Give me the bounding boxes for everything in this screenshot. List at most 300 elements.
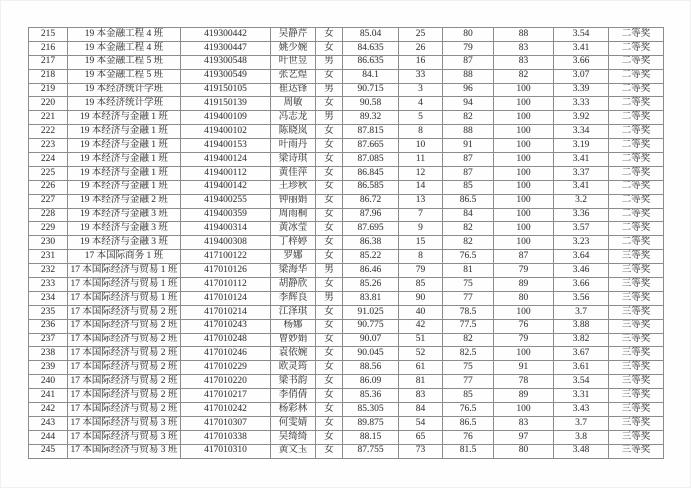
- cell-award: 三等奖: [609, 305, 664, 319]
- cell-name: 梁海华: [271, 264, 316, 278]
- cell-award: 三等奖: [609, 389, 664, 403]
- cell-gender: 女: [316, 278, 343, 292]
- cell-name: 黄冰莹: [271, 222, 316, 236]
- cell-seq: 225: [29, 166, 68, 180]
- cell-gender: 女: [316, 41, 343, 55]
- cell-name: 冯志龙: [271, 111, 316, 125]
- cell-class-name: 17 本国际经济与贸易 1 班: [68, 264, 181, 278]
- cell-student-id: 419400153: [181, 139, 271, 153]
- cell-class-name: 19 本金融工程 4 班: [68, 41, 181, 55]
- cell-gender: 女: [316, 97, 343, 111]
- cell-gender: 女: [316, 180, 343, 194]
- cell-score-a: 77: [443, 291, 494, 305]
- cell-score-a: 76: [443, 430, 494, 444]
- cell-class-name: 19 本经济与金融 1 班: [68, 153, 181, 167]
- cell-rank: 8: [399, 125, 443, 139]
- cell-award: 二等奖: [609, 69, 664, 83]
- cell-award: 二等奖: [609, 55, 664, 69]
- cell-seq: 221: [29, 111, 68, 125]
- cell-student-id: 419150139: [181, 97, 271, 111]
- cell-rank: 33: [399, 69, 443, 83]
- cell-award: 二等奖: [609, 97, 664, 111]
- cell-gender: 女: [316, 305, 343, 319]
- cell-score-a: 80: [443, 28, 494, 42]
- cell-overall-score: 85.26: [343, 278, 399, 292]
- cell-overall-score: 86.585: [343, 180, 399, 194]
- cell-name: 黄佳萍: [271, 166, 316, 180]
- table-row: [29, 236, 664, 250]
- cell-class-name: 17 本国际经济与贸易 2 班: [68, 389, 181, 403]
- cell-award: 三等奖: [609, 375, 664, 389]
- cell-name: 周敏: [271, 97, 316, 111]
- table-row: [29, 291, 664, 305]
- cell-gender: 男: [316, 291, 343, 305]
- cell-gender: 男: [316, 83, 343, 97]
- cell-score-a: 76.5: [443, 250, 494, 264]
- cell-score-b: 100: [494, 305, 554, 319]
- cell-seq: 236: [29, 319, 68, 333]
- cell-score-a: 82: [443, 222, 494, 236]
- cell-class-name: 19 本经济统计学班: [68, 83, 181, 97]
- cell-rank: 40: [399, 305, 443, 319]
- cell-gender: 女: [316, 347, 343, 361]
- cell-seq: 239: [29, 361, 68, 375]
- cell-overall-score: 86.635: [343, 55, 399, 69]
- cell-score-b: 80: [494, 291, 554, 305]
- cell-seq: 235: [29, 305, 68, 319]
- table-row: [29, 250, 664, 264]
- cell-name: 杨娜: [271, 319, 316, 333]
- cell-score-b: 89: [494, 278, 554, 292]
- cell-gpa: 3.41: [554, 41, 609, 55]
- cell-rank: 81: [399, 375, 443, 389]
- table-row: [29, 416, 664, 430]
- cell-score-a: 78.5: [443, 305, 494, 319]
- cell-overall-score: 86.09: [343, 375, 399, 389]
- cell-award: 三等奖: [609, 319, 664, 333]
- cell-score-b: 100: [494, 347, 554, 361]
- cell-rank: 12: [399, 166, 443, 180]
- cell-rank: 4: [399, 97, 443, 111]
- cell-score-a: 88: [443, 69, 494, 83]
- table-row: [29, 278, 664, 292]
- cell-gpa: 3.2: [554, 194, 609, 208]
- cell-gpa: 3.8: [554, 430, 609, 444]
- cell-overall-score: 87.96: [343, 208, 399, 222]
- cell-rank: 15: [399, 236, 443, 250]
- cell-class-name: 17 本国际经济与贸易 2 班: [68, 305, 181, 319]
- cell-score-b: 100: [494, 180, 554, 194]
- table-row: [29, 222, 664, 236]
- table-row: [29, 264, 664, 278]
- cell-class-name: 19 本经济与金融 3 班: [68, 208, 181, 222]
- cell-name: 叶世昱: [271, 55, 316, 69]
- cell-gpa: 3.37: [554, 166, 609, 180]
- cell-award: 二等奖: [609, 153, 664, 167]
- cell-gender: 女: [316, 125, 343, 139]
- cell-student-id: 417010246: [181, 347, 271, 361]
- cell-class-name: 19 本经济统计学班: [68, 97, 181, 111]
- cell-class-name: 17 本国际经济与贸易 2 班: [68, 361, 181, 375]
- cell-student-id: 419400255: [181, 194, 271, 208]
- cell-name: 周雨桐: [271, 208, 316, 222]
- cell-overall-score: 85.305: [343, 403, 399, 417]
- cell-rank: 26: [399, 41, 443, 55]
- cell-award: 二等奖: [609, 83, 664, 97]
- cell-student-id: 419400308: [181, 236, 271, 250]
- cell-gender: 男: [316, 264, 343, 278]
- cell-student-id: 419400112: [181, 166, 271, 180]
- cell-rank: 25: [399, 28, 443, 42]
- table-row: [29, 28, 664, 42]
- table-row: [29, 430, 664, 444]
- cell-award: 三等奖: [609, 416, 664, 430]
- cell-score-b: 100: [494, 236, 554, 250]
- cell-name: 吴绮绮: [271, 430, 316, 444]
- cell-seq: 241: [29, 389, 68, 403]
- cell-seq: 227: [29, 194, 68, 208]
- cell-rank: 11: [399, 153, 443, 167]
- cell-gpa: 3.61: [554, 361, 609, 375]
- cell-score-b: 78: [494, 375, 554, 389]
- cell-seq: 218: [29, 69, 68, 83]
- cell-student-id: 419400142: [181, 180, 271, 194]
- cell-name: 黄文玉: [271, 444, 316, 458]
- cell-student-id: 419300442: [181, 28, 271, 42]
- cell-award: 三等奖: [609, 278, 664, 292]
- cell-score-a: 87: [443, 166, 494, 180]
- cell-score-a: 86.5: [443, 194, 494, 208]
- cell-overall-score: 88.15: [343, 430, 399, 444]
- cell-award: 二等奖: [609, 166, 664, 180]
- cell-award: 三等奖: [609, 291, 664, 305]
- cell-score-b: 100: [494, 125, 554, 139]
- cell-gender: 女: [316, 375, 343, 389]
- table-row: [29, 111, 664, 125]
- cell-student-id: 417010112: [181, 278, 271, 292]
- cell-score-b: 88: [494, 28, 554, 42]
- table-row: [29, 305, 664, 319]
- table-row: [29, 375, 664, 389]
- cell-class-name: 19 本金融工程 5 班: [68, 55, 181, 69]
- cell-award: 三等奖: [609, 430, 664, 444]
- cell-student-id: 417010124: [181, 291, 271, 305]
- cell-gpa: 3.7: [554, 416, 609, 430]
- cell-award: 二等奖: [609, 194, 664, 208]
- cell-class-name: 17 本国际经济与贸易 2 班: [68, 403, 181, 417]
- cell-rank: 14: [399, 180, 443, 194]
- cell-award: 二等奖: [609, 41, 664, 55]
- cell-name: 王珍秋: [271, 180, 316, 194]
- cell-score-a: 87: [443, 55, 494, 69]
- cell-seq: 237: [29, 333, 68, 347]
- cell-gpa: 3.39: [554, 83, 609, 97]
- cell-gender: 女: [316, 250, 343, 264]
- cell-student-id: 417010307: [181, 416, 271, 430]
- cell-score-b: 79: [494, 264, 554, 278]
- cell-score-b: 83: [494, 41, 554, 55]
- cell-gpa: 3.46: [554, 264, 609, 278]
- cell-award: 三等奖: [609, 361, 664, 375]
- cell-class-name: 19 本经济与金融 1 班: [68, 166, 181, 180]
- cell-gpa: 3.88: [554, 319, 609, 333]
- table-row: [29, 41, 664, 55]
- cell-score-b: 83: [494, 416, 554, 430]
- scholarship-table: [28, 27, 664, 459]
- cell-gpa: 3.7: [554, 305, 609, 319]
- cell-rank: 73: [399, 444, 443, 458]
- cell-award: 三等奖: [609, 444, 664, 458]
- cell-gpa: 3.43: [554, 403, 609, 417]
- cell-name: 梁书韵: [271, 375, 316, 389]
- cell-gender: 女: [316, 236, 343, 250]
- cell-name: 罗娜: [271, 250, 316, 264]
- cell-student-id: 419400314: [181, 222, 271, 236]
- cell-award: 二等奖: [609, 180, 664, 194]
- cell-seq: 215: [29, 28, 68, 42]
- cell-class-name: 19 本金融工程 5 班: [68, 69, 181, 83]
- cell-gpa: 3.54: [554, 28, 609, 42]
- cell-seq: 240: [29, 375, 68, 389]
- cell-award: 二等奖: [609, 28, 664, 42]
- cell-name: 张艺煌: [271, 69, 316, 83]
- cell-student-id: 417010242: [181, 403, 271, 417]
- cell-seq: 228: [29, 208, 68, 222]
- cell-student-id: 417010229: [181, 361, 271, 375]
- cell-overall-score: 90.58: [343, 97, 399, 111]
- cell-student-id: 417010248: [181, 333, 271, 347]
- cell-gpa: 3.66: [554, 278, 609, 292]
- cell-rank: 79: [399, 264, 443, 278]
- cell-score-a: 77: [443, 375, 494, 389]
- cell-gpa: 3.67: [554, 347, 609, 361]
- table-row: [29, 333, 664, 347]
- cell-student-id: 417100122: [181, 250, 271, 264]
- cell-name: 李俏倩: [271, 389, 316, 403]
- cell-score-b: 97: [494, 430, 554, 444]
- cell-rank: 7: [399, 208, 443, 222]
- cell-name: 叶雨丹: [271, 139, 316, 153]
- cell-gpa: 3.64: [554, 250, 609, 264]
- cell-name: 杨彩林: [271, 403, 316, 417]
- cell-gpa: 3.41: [554, 180, 609, 194]
- cell-rank: 54: [399, 416, 443, 430]
- cell-score-b: 89: [494, 389, 554, 403]
- cell-seq: 245: [29, 444, 68, 458]
- cell-score-b: 100: [494, 97, 554, 111]
- cell-name: 欧灵筠: [271, 361, 316, 375]
- cell-score-b: 100: [494, 222, 554, 236]
- cell-class-name: 19 本经济与金融 2 班: [68, 194, 181, 208]
- cell-seq: 229: [29, 222, 68, 236]
- cell-gender: 女: [316, 194, 343, 208]
- cell-gpa: 3.56: [554, 291, 609, 305]
- cell-gender: 男: [316, 55, 343, 69]
- cell-student-id: 417010220: [181, 375, 271, 389]
- cell-award: 三等奖: [609, 403, 664, 417]
- cell-name: 崔达锋: [271, 83, 316, 97]
- cell-gpa: 3.23: [554, 236, 609, 250]
- cell-gpa: 3.66: [554, 55, 609, 69]
- cell-name: 梁诗琪: [271, 153, 316, 167]
- cell-score-a: 86.5: [443, 416, 494, 430]
- cell-student-id: 417010310: [181, 444, 271, 458]
- cell-rank: 8: [399, 250, 443, 264]
- cell-seq: 216: [29, 41, 68, 55]
- cell-seq: 220: [29, 97, 68, 111]
- cell-class-name: 17 本国际经济与贸易 2 班: [68, 347, 181, 361]
- table-row: [29, 153, 664, 167]
- cell-seq: 242: [29, 403, 68, 417]
- cell-class-name: 17 本国际经济与贸易 2 班: [68, 319, 181, 333]
- cell-student-id: 417010338: [181, 430, 271, 444]
- table-row: [29, 55, 664, 69]
- cell-score-a: 87: [443, 153, 494, 167]
- table-row: [29, 83, 664, 97]
- cell-name: 钟丽娟: [271, 194, 316, 208]
- cell-score-b: 100: [494, 153, 554, 167]
- cell-gender: 女: [316, 153, 343, 167]
- cell-student-id: 419400359: [181, 208, 271, 222]
- cell-gpa: 3.31: [554, 389, 609, 403]
- cell-gender: 女: [316, 319, 343, 333]
- cell-class-name: 19 本经济与金融 3 班: [68, 222, 181, 236]
- cell-score-a: 85: [443, 389, 494, 403]
- cell-class-name: 19 本经济与金融 3 班: [68, 236, 181, 250]
- cell-score-b: 100: [494, 208, 554, 222]
- cell-name: 江泽琪: [271, 305, 316, 319]
- cell-overall-score: 87.755: [343, 444, 399, 458]
- table-row: [29, 389, 664, 403]
- cell-seq: 224: [29, 153, 68, 167]
- cell-overall-score: 89.32: [343, 111, 399, 125]
- cell-student-id: 419400124: [181, 153, 271, 167]
- cell-score-a: 84: [443, 208, 494, 222]
- cell-award: 二等奖: [609, 111, 664, 125]
- cell-score-b: 100: [494, 194, 554, 208]
- table-row: [29, 194, 664, 208]
- cell-gpa: 3.48: [554, 444, 609, 458]
- cell-score-b: 100: [494, 139, 554, 153]
- cell-overall-score: 88.56: [343, 361, 399, 375]
- cell-seq: 231: [29, 250, 68, 264]
- cell-overall-score: 91.025: [343, 305, 399, 319]
- cell-name: 李辉良: [271, 291, 316, 305]
- cell-overall-score: 90.045: [343, 347, 399, 361]
- cell-overall-score: 89.875: [343, 416, 399, 430]
- cell-score-b: 100: [494, 166, 554, 180]
- cell-score-b: 100: [494, 111, 554, 125]
- cell-rank: 90: [399, 291, 443, 305]
- cell-seq: 232: [29, 264, 68, 278]
- cell-score-a: 91: [443, 139, 494, 153]
- cell-seq: 226: [29, 180, 68, 194]
- cell-class-name: 17 本国际经济与贸易 1 班: [68, 278, 181, 292]
- cell-overall-score: 87.665: [343, 139, 399, 153]
- cell-gpa: 3.54: [554, 375, 609, 389]
- cell-overall-score: 86.72: [343, 194, 399, 208]
- cell-overall-score: 86.845: [343, 166, 399, 180]
- cell-award: 二等奖: [609, 125, 664, 139]
- cell-gpa: 3.82: [554, 333, 609, 347]
- cell-gpa: 3.34: [554, 125, 609, 139]
- cell-seq: 244: [29, 430, 68, 444]
- table-row: [29, 97, 664, 111]
- cell-score-a: 81: [443, 264, 494, 278]
- cell-rank: 16: [399, 55, 443, 69]
- cell-score-b: 82: [494, 69, 554, 83]
- cell-award: 二等奖: [609, 139, 664, 153]
- cell-student-id: 419300548: [181, 55, 271, 69]
- cell-seq: 230: [29, 236, 68, 250]
- table-row: [29, 208, 664, 222]
- cell-overall-score: 87.085: [343, 153, 399, 167]
- cell-name: 胡静欣: [271, 278, 316, 292]
- cell-student-id: 417010217: [181, 389, 271, 403]
- cell-class-name: 19 本经济与金融 1 班: [68, 139, 181, 153]
- cell-rank: 3: [399, 83, 443, 97]
- cell-class-name: 17 本国际经济与贸易 3 班: [68, 444, 181, 458]
- table-row: [29, 69, 664, 83]
- cell-gender: 女: [316, 403, 343, 417]
- cell-gender: 女: [316, 333, 343, 347]
- cell-score-b: 79: [494, 333, 554, 347]
- cell-score-a: 77.5: [443, 319, 494, 333]
- table-row: [29, 139, 664, 153]
- cell-award: 三等奖: [609, 347, 664, 361]
- cell-name: 吴静芹: [271, 28, 316, 42]
- cell-award: 三等奖: [609, 264, 664, 278]
- table-body: [29, 28, 664, 459]
- cell-class-name: 19 本经济与金融 1 班: [68, 111, 181, 125]
- cell-class-name: 19 本经济与金融 1 班: [68, 180, 181, 194]
- cell-gpa: 3.19: [554, 139, 609, 153]
- cell-name: 姚少婉: [271, 41, 316, 55]
- cell-student-id: 419400109: [181, 111, 271, 125]
- cell-rank: 42: [399, 319, 443, 333]
- cell-gender: 女: [316, 416, 343, 430]
- cell-award: 二等奖: [609, 222, 664, 236]
- table-row: [29, 444, 664, 458]
- cell-score-a: 88: [443, 125, 494, 139]
- cell-seq: 217: [29, 55, 68, 69]
- table-row: [29, 361, 664, 375]
- cell-gender: 男: [316, 111, 343, 125]
- cell-overall-score: 83.81: [343, 291, 399, 305]
- cell-gender: 女: [316, 139, 343, 153]
- cell-gender: 女: [316, 222, 343, 236]
- cell-overall-score: 85.22: [343, 250, 399, 264]
- cell-rank: 61: [399, 361, 443, 375]
- cell-gender: 女: [316, 69, 343, 83]
- table-row: [29, 319, 664, 333]
- cell-name: 何雯婧: [271, 416, 316, 430]
- cell-score-a: 81.5: [443, 444, 494, 458]
- cell-rank: 83: [399, 389, 443, 403]
- cell-score-a: 75: [443, 361, 494, 375]
- cell-name: 丁梓婷: [271, 236, 316, 250]
- cell-student-id: 419300549: [181, 69, 271, 83]
- cell-overall-score: 87.815: [343, 125, 399, 139]
- cell-score-a: 82: [443, 111, 494, 125]
- cell-overall-score: 84.635: [343, 41, 399, 55]
- table-row: [29, 180, 664, 194]
- cell-gender: 女: [316, 166, 343, 180]
- cell-award: 二等奖: [609, 208, 664, 222]
- cell-student-id: 417010243: [181, 319, 271, 333]
- cell-score-a: 85: [443, 180, 494, 194]
- cell-score-b: 100: [494, 83, 554, 97]
